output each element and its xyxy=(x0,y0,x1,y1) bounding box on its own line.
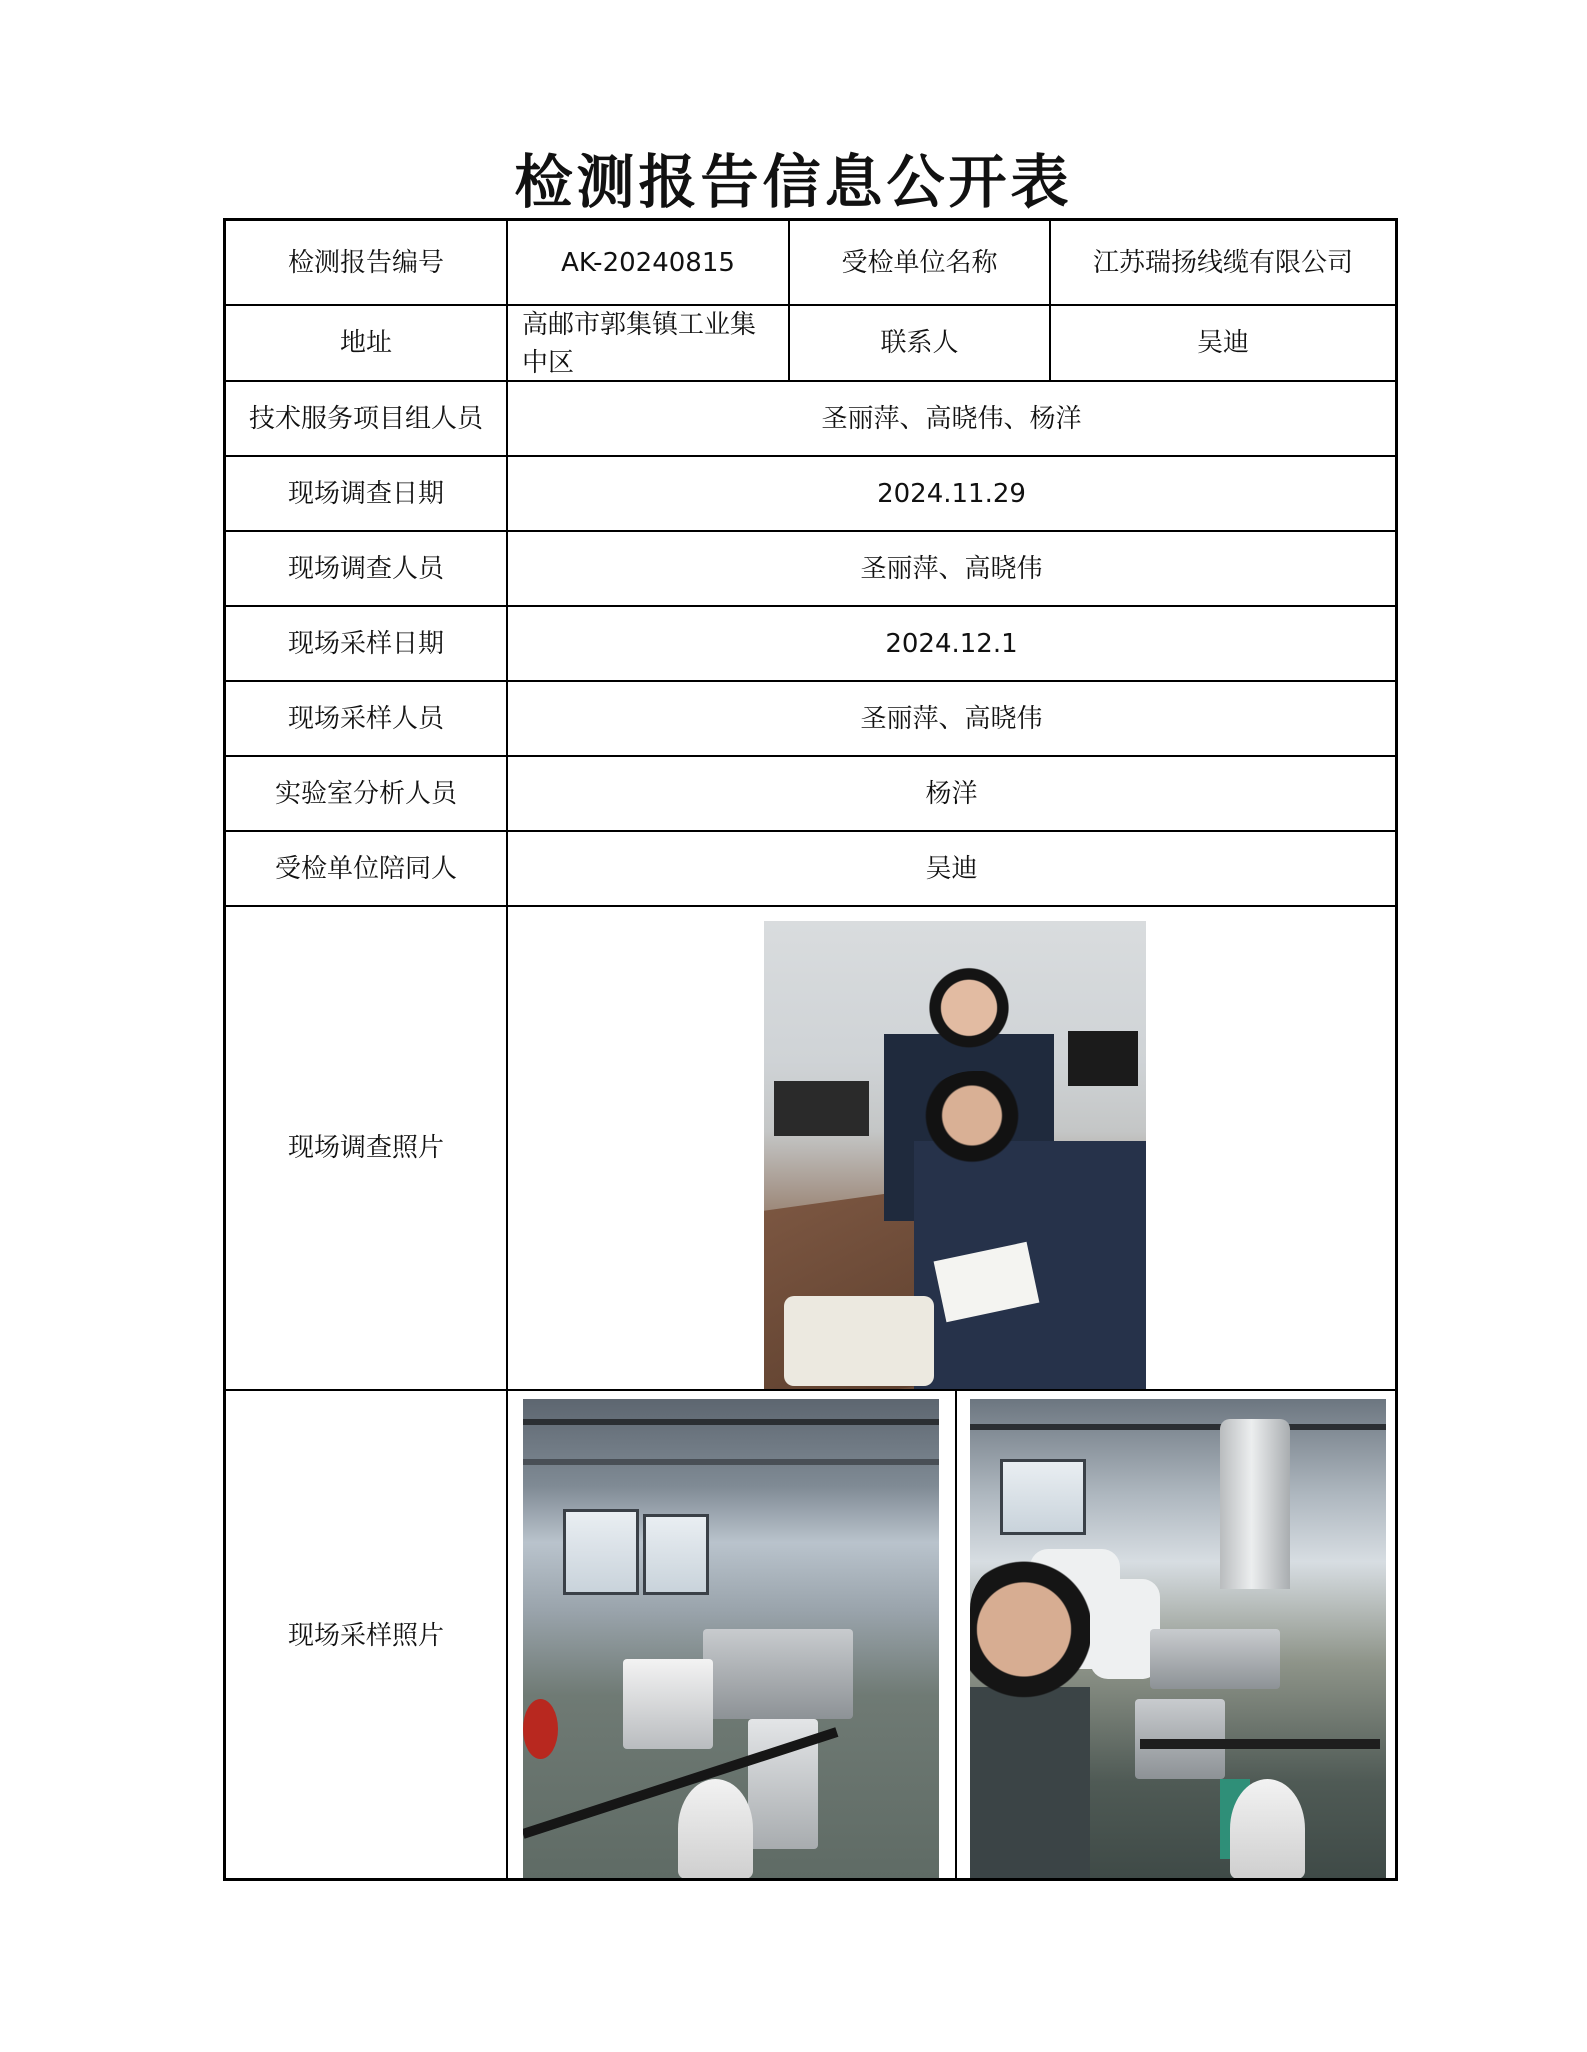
escort-label: 受检单位陪同人 xyxy=(274,853,457,884)
survey-date-label: 现场调查日期 xyxy=(287,478,444,509)
report-table xyxy=(223,218,1398,1881)
unit-name-label: 受检单位名称 xyxy=(841,247,998,278)
lab-staff-label: 实验室分析人员 xyxy=(274,778,457,809)
survey-staff-value: 圣丽萍、高晓伟 xyxy=(860,553,1043,584)
address-label: 地址 xyxy=(339,328,392,358)
sampling-date-value: 2024.12.1 xyxy=(885,628,1018,659)
survey-photo-label: 现场调查照片 xyxy=(287,1133,444,1163)
team-value: 圣丽萍、高晓伟、杨洋 xyxy=(821,403,1082,434)
sampling-photo-2 xyxy=(970,1399,1386,1878)
lab-staff-value: 杨洋 xyxy=(925,778,978,809)
report-number-label: 检测报告编号 xyxy=(287,247,444,278)
survey-date-value: 2024.11.29 xyxy=(877,478,1026,509)
survey-photo xyxy=(764,921,1146,1389)
report-number-value: AK-20240815 xyxy=(561,247,735,278)
sampling-photo-label: 现场采样照片 xyxy=(287,1621,444,1651)
sampling-staff-value: 圣丽萍、高晓伟 xyxy=(860,703,1043,734)
survey-staff-label: 现场调查人员 xyxy=(287,553,444,584)
team-label: 技术服务项目组人员 xyxy=(248,403,483,434)
unit-name-value: 江苏瑞扬线缆有限公司 xyxy=(1092,247,1353,278)
sampling-photo-1 xyxy=(523,1399,939,1878)
escort-value: 吴迪 xyxy=(925,853,978,884)
contact-value: 吴迪 xyxy=(1196,328,1249,358)
contact-label: 联系人 xyxy=(880,328,959,358)
page-title: 检测报告信息公开表 xyxy=(514,148,1073,216)
sampling-staff-label: 现场采样人员 xyxy=(287,703,444,734)
sampling-date-label: 现场采样日期 xyxy=(287,628,444,659)
address-value: 高邮市郭集镇工业集中区 xyxy=(522,310,757,378)
